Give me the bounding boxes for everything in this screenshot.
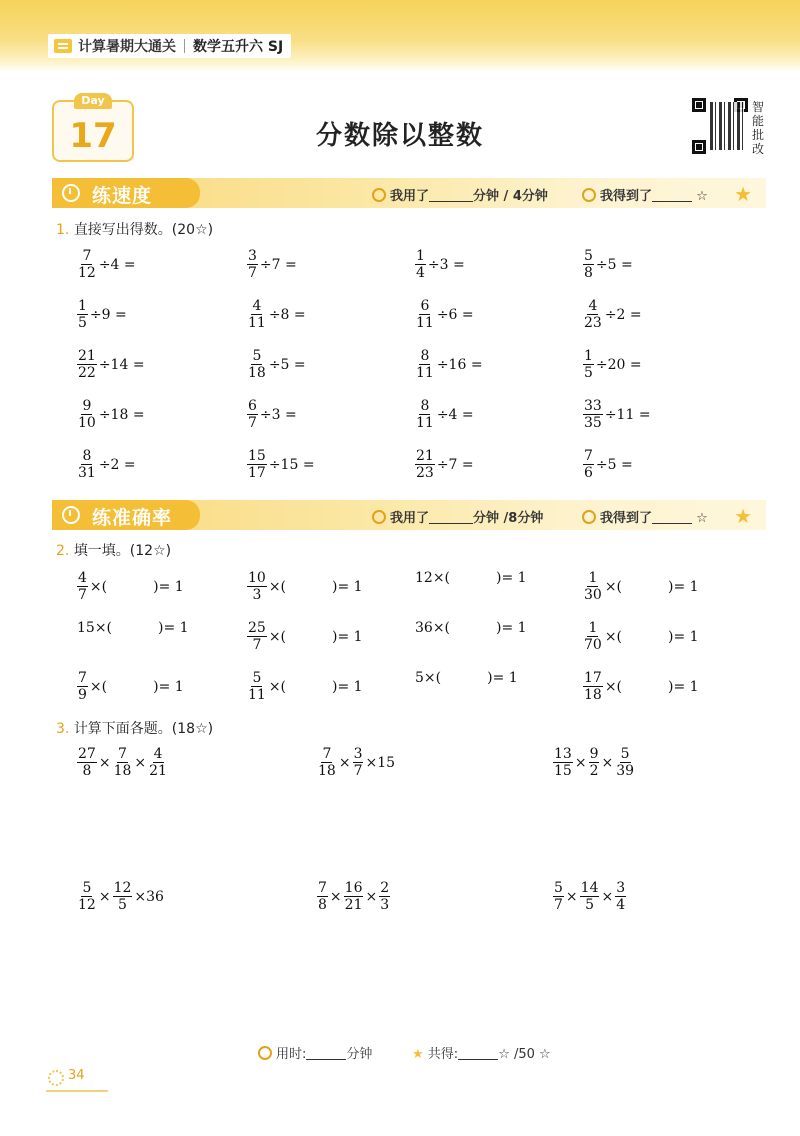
check-icon (582, 510, 596, 524)
fraction: $\frac{4}{23}$ (584, 298, 602, 331)
fraction: $\frac{5}{18}$ (248, 348, 266, 381)
q2-item: 5×( )= 1 (415, 670, 518, 686)
q1-item: $\frac{9}{10}$ ÷18 = (78, 398, 145, 431)
q1-item: $\frac{15}{17}$ ÷15 = (248, 448, 315, 481)
fraction: $\frac{6}{7}$ (248, 398, 257, 431)
q3-expression: $\frac{7}{8}$ × $\frac{16}{21}$ × $\frac{2}{3}$ (318, 880, 390, 913)
fraction: $\frac{27}{8}$ (78, 746, 96, 779)
fraction: $\frac{17}{18}$ (584, 670, 602, 703)
stopwatch-icon (62, 184, 80, 202)
fraction: $\frac{5}{7}$ (554, 880, 563, 913)
q2-item: $\frac{4}{7}$ ×( )= 1 (78, 570, 184, 603)
fraction: $\frac{1}{5}$ (78, 298, 87, 331)
fraction: $\frac{7}{8}$ (318, 880, 327, 913)
q3-expression: $\frac{5}{12}$ × $\frac{12}{5}$ ×36 (78, 880, 164, 913)
series-tag (48, 34, 291, 58)
section-title: 练准确率 (92, 507, 173, 529)
fraction: $\frac{5}{11}$ (248, 670, 266, 703)
fraction: $\frac{6}{11}$ (416, 298, 434, 331)
fraction: $\frac{14}{5}$ (580, 880, 599, 913)
fraction: $\frac{3}{4}$ (616, 880, 626, 913)
fraction: $\frac{8}{11}$ (416, 348, 434, 381)
book-icon (54, 39, 72, 53)
fraction: $\frac{1}{5}$ (584, 348, 593, 381)
q3-expression: $\frac{7}{18}$ × $\frac{3}{7}$ ×15 (318, 746, 396, 779)
question-2-title: 2. 填一填。(12☆) (56, 543, 172, 559)
sun-icon (48, 1070, 64, 1086)
clock-icon (372, 510, 386, 524)
q2-item: $\frac{1}{30}$ ×( )= 1 (584, 570, 699, 603)
clock-icon (258, 1046, 272, 1060)
question-1-title: 1. 直接写出得数。(20☆) (56, 222, 214, 238)
question-3-title: 3. 计算下面各题。(18☆) (56, 721, 214, 737)
fraction: $\frac{1}{30}$ (584, 570, 602, 603)
footer-time: 用时: 分钟 (258, 1043, 372, 1062)
q2-item: 36×( )= 1 (415, 620, 527, 636)
fraction: $\frac{21}{22}$ (78, 348, 96, 381)
clock-icon (372, 188, 386, 202)
qr-caption: 智能批改 (752, 100, 765, 156)
day-label: Day (74, 93, 112, 109)
fraction: $\frac{4}{7}$ (78, 570, 87, 603)
section-bar-speed (52, 178, 766, 208)
fraction: $\frac{5}{39}$ (616, 746, 635, 779)
day-number: 17 (69, 116, 117, 156)
time-used: 我用了 分钟 /8分钟 (372, 507, 543, 526)
page-title: 分数除以整数 (315, 121, 484, 151)
q3-expression: $\frac{13}{15}$ × $\frac{9}{2}$ × $\frac{5}{39}$ (554, 746, 635, 779)
q2-item: $\frac{5}{11}$ ×( )= 1 (248, 670, 363, 703)
q2-item: $\frac{7}{9}$ ×( )= 1 (78, 670, 184, 703)
score-got: 我得到了 ☆ (582, 507, 708, 526)
fraction: $\frac{1}{4}$ (416, 248, 425, 281)
footer-score: ★ 共得: ☆ /50 ☆ (412, 1047, 551, 1062)
fraction: $\frac{9}{2}$ (589, 746, 599, 779)
q2-item: $\frac{17}{18}$ ×( )= 1 (584, 670, 699, 703)
fraction: $\frac{4}{21}$ (149, 746, 167, 779)
target-icon (62, 506, 80, 524)
q1-item: $\frac{8}{11}$ ÷4 = (416, 398, 474, 431)
fraction: $\frac{9}{10}$ (78, 398, 96, 431)
fraction: $\frac{8}{31}$ (78, 448, 96, 481)
fraction: $\frac{16}{21}$ (344, 880, 363, 913)
q1-item: $\frac{21}{23}$ ÷7 = (416, 448, 474, 481)
fraction: $\frac{2}{3}$ (380, 880, 390, 913)
fraction: $\frac{4}{11}$ (248, 298, 266, 331)
page-number: 34 (68, 1068, 85, 1083)
fraction: $\frac{7}{12}$ (78, 248, 96, 281)
series-name: 计算暑期大通关 (78, 39, 176, 55)
q1-item: $\frac{4}{11}$ ÷8 = (248, 298, 306, 331)
fraction: $\frac{3}{7}$ (353, 746, 363, 779)
q1-item: $\frac{5}{8}$ ÷5 = (584, 248, 633, 281)
score-got: 我得到了 ☆ (582, 185, 708, 204)
time-used: 我用了 分钟 / 4分钟 (372, 185, 548, 204)
star-icon: ★ (734, 182, 752, 206)
fraction: $\frac{7}{18}$ (113, 746, 132, 779)
fraction: $\frac{33}{35}$ (584, 398, 602, 431)
fraction: $\frac{12}{5}$ (113, 880, 132, 913)
q3-expression: $\frac{5}{7}$ × $\frac{14}{5}$ × $\frac{3}{4}$ (554, 880, 626, 913)
fraction: $\frac{3}{7}$ (248, 248, 257, 281)
q2-item: $\frac{25}{7}$ ×( )= 1 (248, 620, 363, 653)
fraction: $\frac{25}{7}$ (248, 620, 266, 653)
star-icon: ★ (734, 504, 752, 528)
q1-item: $\frac{1}{4}$ ÷3 = (416, 248, 465, 281)
check-icon (582, 188, 596, 202)
q3-expression: $\frac{27}{8}$ × $\frac{7}{18}$ × $\frac{4}{21}$ (78, 746, 167, 779)
q1-item: $\frac{33}{35}$ ÷11 = (584, 398, 651, 431)
section-title: 练速度 (92, 185, 153, 207)
q1-item: $\frac{6}{11}$ ÷6 = (416, 298, 474, 331)
fraction: $\frac{21}{23}$ (416, 448, 434, 481)
fraction: $\frac{10}{3}$ (248, 570, 266, 603)
q1-item: $\frac{8}{11}$ ÷16 = (416, 348, 483, 381)
q1-item: $\frac{7}{12}$ ÷4 = (78, 248, 136, 281)
q1-item: $\frac{21}{22}$ ÷14 = (78, 348, 145, 381)
q2-item: 15×( )= 1 (77, 620, 189, 636)
q2-item: $\frac{10}{3}$ ×( )= 1 (248, 570, 363, 603)
fraction: $\frac{13}{15}$ (554, 746, 572, 779)
q2-item: $\frac{1}{70}$ ×( )= 1 (584, 620, 699, 653)
fraction: $\frac{5}{12}$ (78, 880, 96, 913)
q1-item: $\frac{8}{31}$ ÷2 = (78, 448, 136, 481)
fraction: $\frac{7}{18}$ (318, 746, 336, 779)
fraction: $\frac{5}{8}$ (584, 248, 593, 281)
q1-item: $\frac{4}{23}$ ÷2 = (584, 298, 642, 331)
qr-code-icon[interactable] (692, 98, 748, 154)
fraction: $\frac{7}{9}$ (78, 670, 87, 703)
q1-item: $\frac{6}{7}$ ÷3 = (248, 398, 297, 431)
q1-item: $\frac{7}{6}$ ÷5 = (584, 448, 633, 481)
q1-item: $\frac{1}{5}$ ÷20 = (584, 348, 642, 381)
q1-item: $\frac{1}{5}$ ÷9 = (78, 298, 127, 331)
fraction: $\frac{1}{70}$ (584, 620, 602, 653)
fraction: $\frac{8}{11}$ (416, 398, 434, 431)
q1-item: $\frac{5}{18}$ ÷5 = (248, 348, 306, 381)
subject-name: 数学五升六 SJ (193, 39, 284, 55)
q1-item: $\frac{3}{7}$ ÷7 = (248, 248, 297, 281)
q2-item: 12×( )= 1 (415, 570, 527, 586)
fraction: $\frac{7}{6}$ (584, 448, 593, 481)
section-bar-accuracy (52, 500, 766, 530)
fraction: $\frac{15}{17}$ (248, 448, 266, 481)
star-icon: ★ (412, 1047, 424, 1062)
